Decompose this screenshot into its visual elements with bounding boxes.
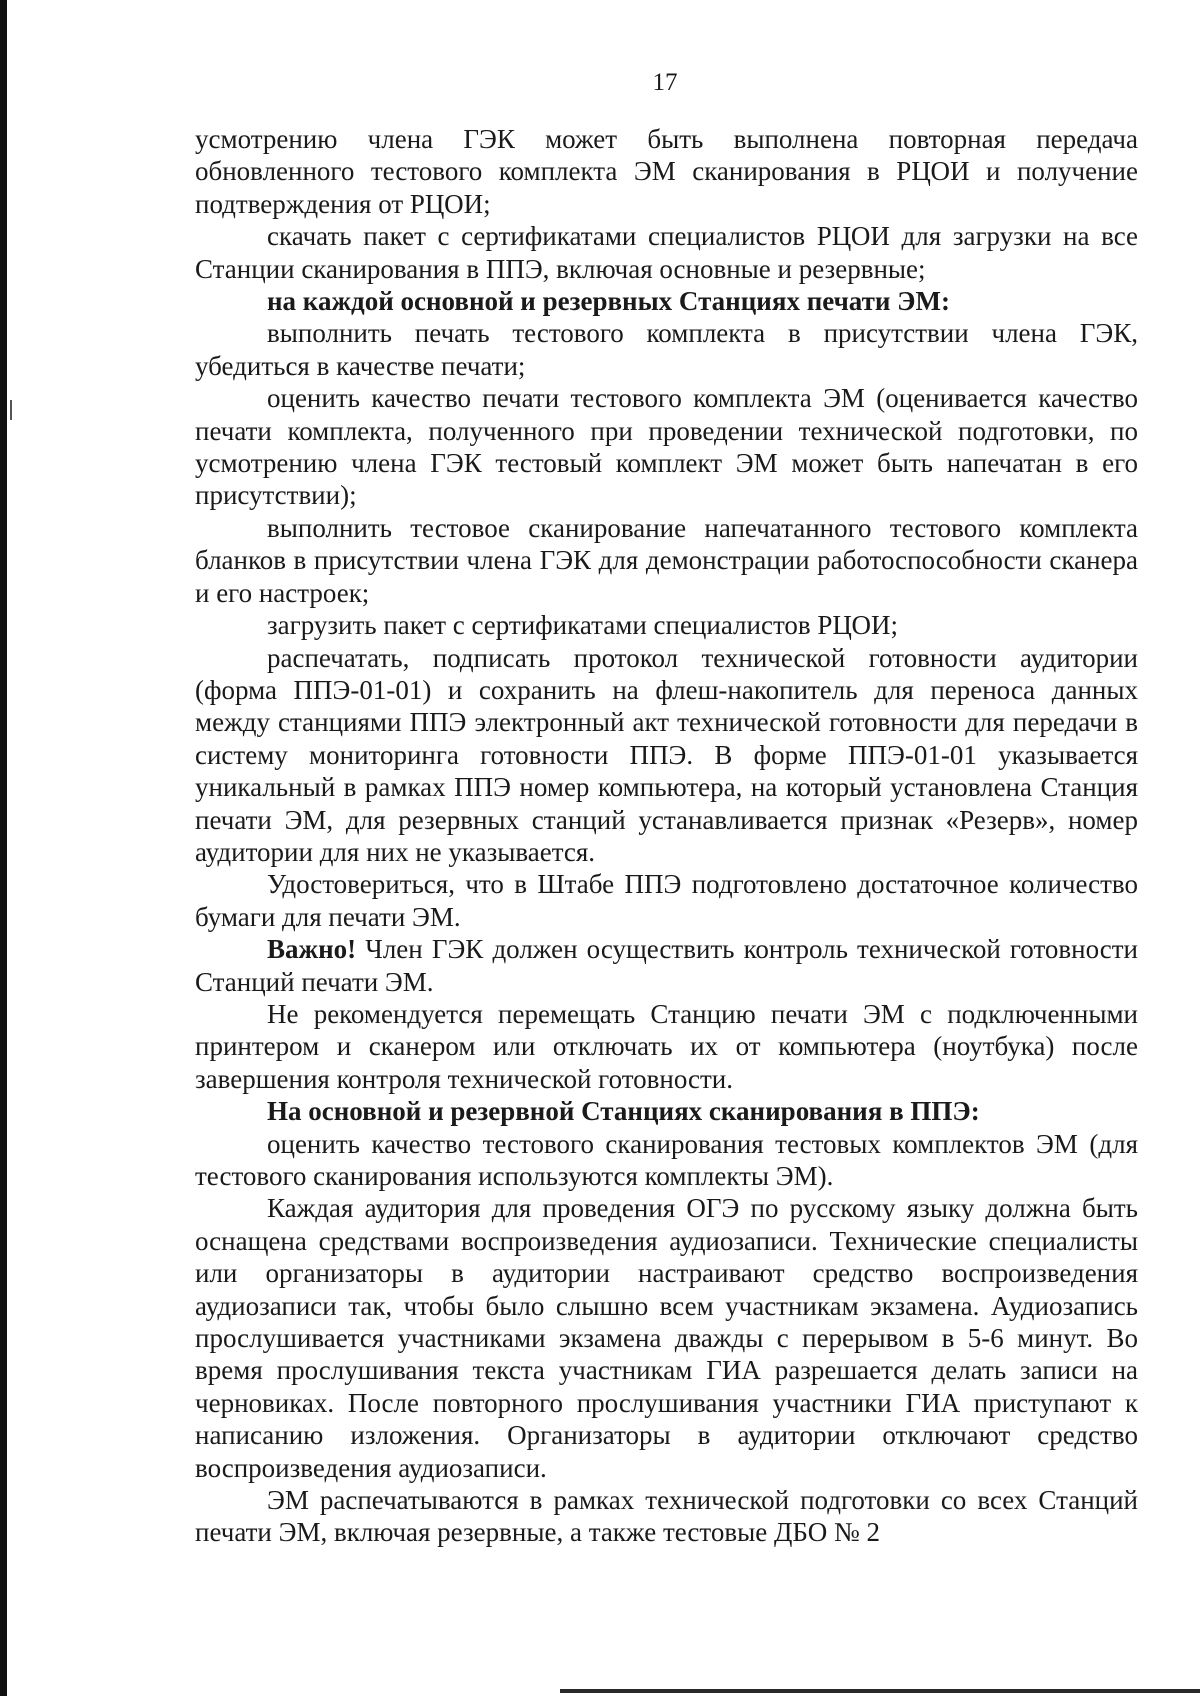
paragraph-do-not-move-station: Не рекомендуется перемещать Станцию печати ЭМ с подключенными принтером и сканером или отключать их от компьютера (ноутбука) после завершения контроля технической готовности.: [195, 998, 1138, 1094]
paragraph-readiness-protocol: распечатать, подписать протокол технической готовности аудитории (форма ППЭ-01-01) и сохранить на флеш-накопитель для переноса данных между станциями ППЭ электронный акт технической готовности для передачи в систему мониторинга готовности ППЭ. В форме ППЭ-01-01 указывается уникальный в рамках ППЭ номер компьютера, на который установлена Станция печати ЭМ, для резервных станций устанавливается признак «Резерв», номер аудитории для них не указывается.: [195, 642, 1138, 867]
paragraph-important-note: [195, 933, 1138, 998]
paragraph-paper-supply: Удостовериться, что в Штабе ППЭ подготовлено достаточное количество бумаги для печати ЭМ.: [195, 869, 1138, 932]
paragraph-continuation: усмотрению члена ГЭК может быть выполнена повторная передача обновленного тестового комплекта ЭМ сканирования в РЦОИ и получение подтверждения от РЦОИ;: [195, 124, 1138, 219]
paragraph-evaluate-print-quality: оценить качество печати тестового комплекта ЭМ (оценивается качество печати комплекта, полученного при проведении технической подготовки, по усмотрению члена ГЭК тестовый комплект ЭМ может быть напечатан в его присутствии);: [195, 383, 1138, 511]
paragraph-download-certificates: скачать пакет с сертификатами специалистов РЦОИ для загрузки на все Станции сканирования в ППЭ, включая основные и резервные;: [195, 221, 1138, 284]
page-number: 17: [652, 69, 678, 96]
heading-scan-stations: На основной и резервной Станциях сканирования в ППЭ:: [267, 1096, 980, 1127]
paragraph-test-scan: выполнить тестовое сканирование напечатанного тестового комплекта бланков в присутствии члена ГЭК для демонстрации работоспособности сканера и его настроек;: [195, 512, 1138, 608]
paragraph-em-printing: ЭМ распечатываются в рамках технической подготовки со всех Станций печати ЭМ, включая резервные, а также тестовые ДБО № 2: [195, 1485, 1138, 1548]
paragraph-test-print: выполнить печать тестового комплекта в присутствии члена ГЭК, убедиться в качестве печати;: [195, 318, 1138, 381]
heading-print-stations: на каждой основной и резервных Станциях печати ЭМ:: [267, 286, 950, 317]
paragraph-audio-equipment: Каждая аудитория для проведения ОГЭ по русскому языку должна быть оснащена средствами воспроизведения аудиозаписи. Технические специалисты или организаторы в аудитории настраивают средство воспроизведения аудиозаписи так, чтобы было слышно всем участникам экзамена. Аудиозапись прослушивается участниками экзамена дважды с перерывом в 5-6 минут. Во время прослушивания текста участникам ГИА разрешается делать записи на черновиках. После повторного прослушивания участники ГИА приступают к написанию изложения. Организаторы в аудитории отключают средство воспроизведения аудиозаписи.: [195, 1193, 1138, 1483]
scan-artifact-mark: [10, 400, 12, 420]
paragraph-evaluate-scan-quality: оценить качество тестового сканирования тестовых комплектов ЭМ (для тестового сканирования используются комплекты ЭМ).: [195, 1128, 1138, 1191]
scan-border-left: [0, 0, 7, 1696]
important-label: Важно!: [267, 934, 357, 965]
scan-border-bottom: [560, 1689, 1200, 1693]
important-text: Член ГЭК должен осуществить контроль технической готовности Станций печати ЭМ.: [195, 934, 1138, 997]
document-body: [195, 123, 1138, 1549]
paragraph-load-certificates: загрузить пакет с сертификатами специалистов РЦОИ;: [267, 610, 899, 641]
